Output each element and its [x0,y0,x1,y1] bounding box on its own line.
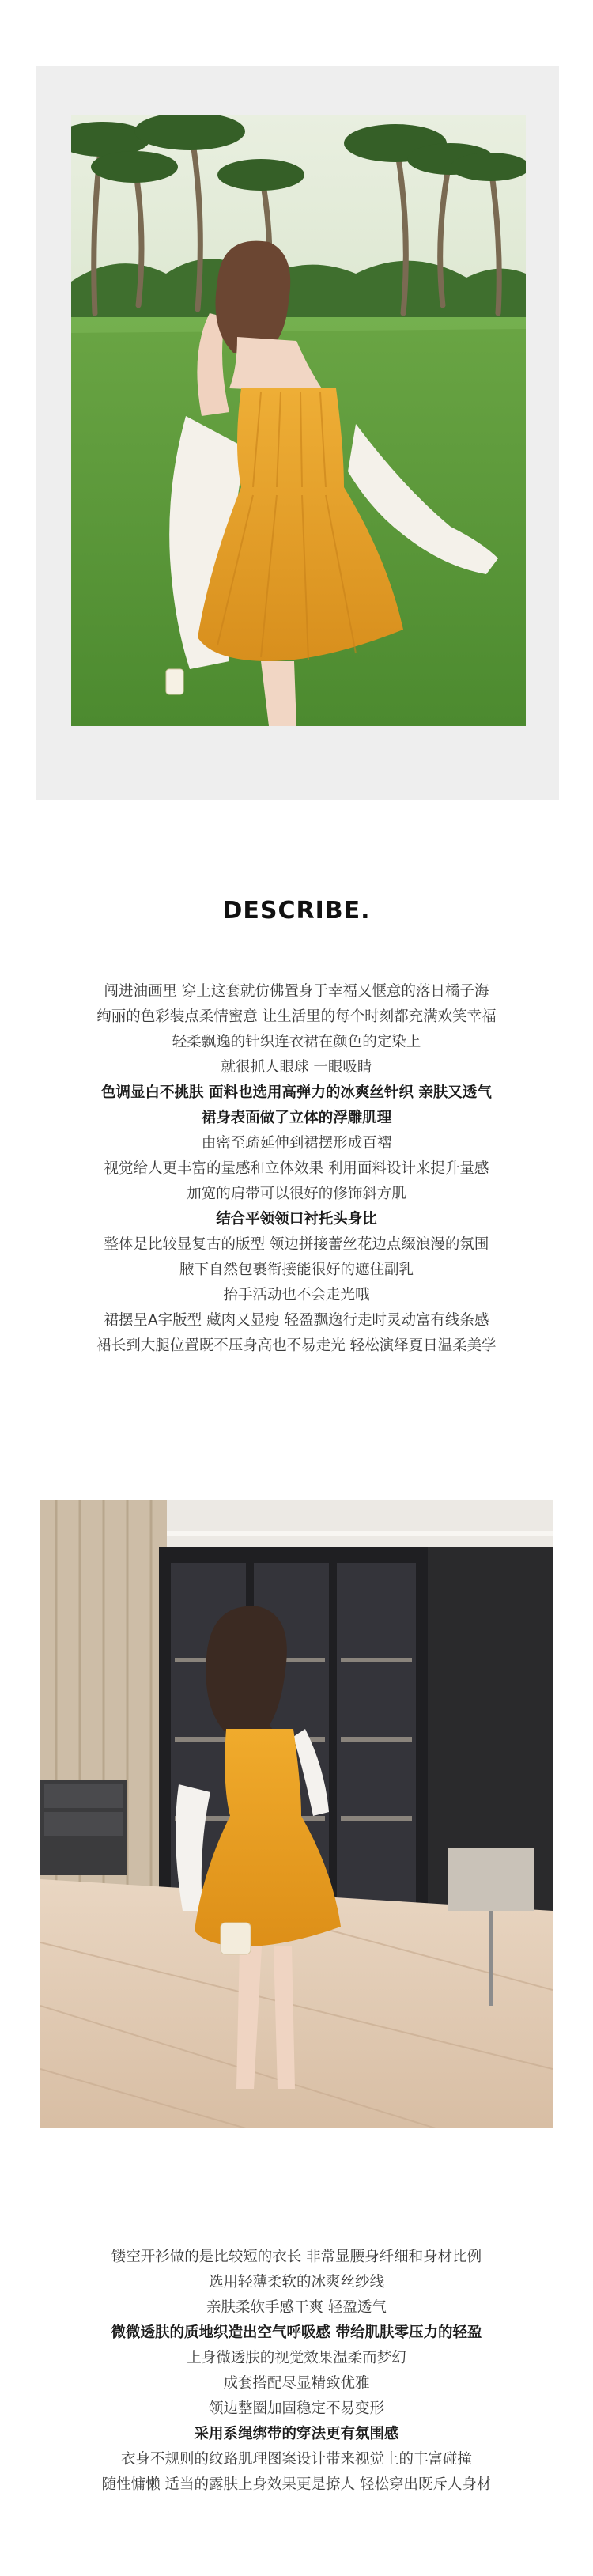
cardigan-text-block [0,2245,593,2498]
description-line: 闯进油画里 穿上这套就仿佛置身于幸福又惬意的落日橘子海 [104,983,489,1000]
description-line: 抬手活动也不会走光哦 [223,1287,370,1303]
description-line: 加宽的肩带可以很好的修饰斜方肌 [187,1186,406,1202]
cardigan-line: 领边整圈加固稳定不易变形 [208,2400,384,2417]
cardigan-line: 镂空开衫做的是比较短的衣长 非常显腰身纤细和身材比例 [111,2249,482,2265]
description-line: 就很抓人眼球 一眼吸睛 [221,1059,372,1076]
cardigan-line-emphasis: 采用系绳绑带的穿法更有氛围感 [194,2426,399,2442]
description-text-block [0,979,593,1359]
cardigan-line: 上身微透肤的视觉效果温柔而梦幻 [187,2350,406,2366]
description-line-emphasis: 色调显白不挑肤 面料也选用高弹力的冰爽丝针织 亲肤又透气 [101,1084,492,1101]
product-photo-outdoor [71,115,526,726]
description-line-emphasis: 裙身表面做了立体的浮雕肌理 [201,1110,392,1126]
cardigan-line-emphasis: 微微透肤的质地织造出空气呼吸感 带给肌肤零压力的轻盈 [111,2324,482,2341]
cardigan-line: 选用轻薄柔软的冰爽丝纱线 [208,2274,384,2290]
description-line-emphasis: 结合平领领口衬托头身比 [216,1211,377,1227]
description-line: 腋下自然包裹衔接能很好的遮住副乳 [179,1262,414,1278]
description-line: 视觉给人更丰富的量感和立体效果 利用面料设计来提升量感 [104,1160,489,1177]
description-line: 裙长到大腿位置既不压身高也不易走光 轻松演绎夏日温柔美学 [96,1337,497,1354]
description-line: 由密至疏延伸到裙摆形成百褶 [201,1135,392,1152]
section-title: DESCRIBE. [222,897,371,925]
product-photo-indoor [40,1500,553,2128]
description-line: 轻柔飘逸的针织连衣裙在颜色的定染上 [172,1034,421,1050]
description-line: 绚丽的色彩装点柔情蜜意 让生活里的每个时刻都充满欢笑幸福 [96,1008,497,1025]
cardigan-line: 成套搭配尽显精致优雅 [223,2375,370,2392]
cardigan-line: 衣身不规则的纹路肌理图案设计带来视觉上的丰富碰撞 [120,2451,472,2468]
description-line: 裙摆呈A字版型 藏肉又显瘦 轻盈飘逸行走时灵动富有线条感 [104,1312,489,1329]
description-line: 整体是比较显复古的版型 领边拼接蕾丝花边点缀浪漫的氛围 [104,1236,489,1253]
cardigan-line: 亲肤柔软手感干爽 轻盈透气 [206,2299,387,2316]
cardigan-line: 随性慵懒 适当的露肤上身效果更是撩人 轻松穿出既斥人身材 [101,2476,492,2493]
